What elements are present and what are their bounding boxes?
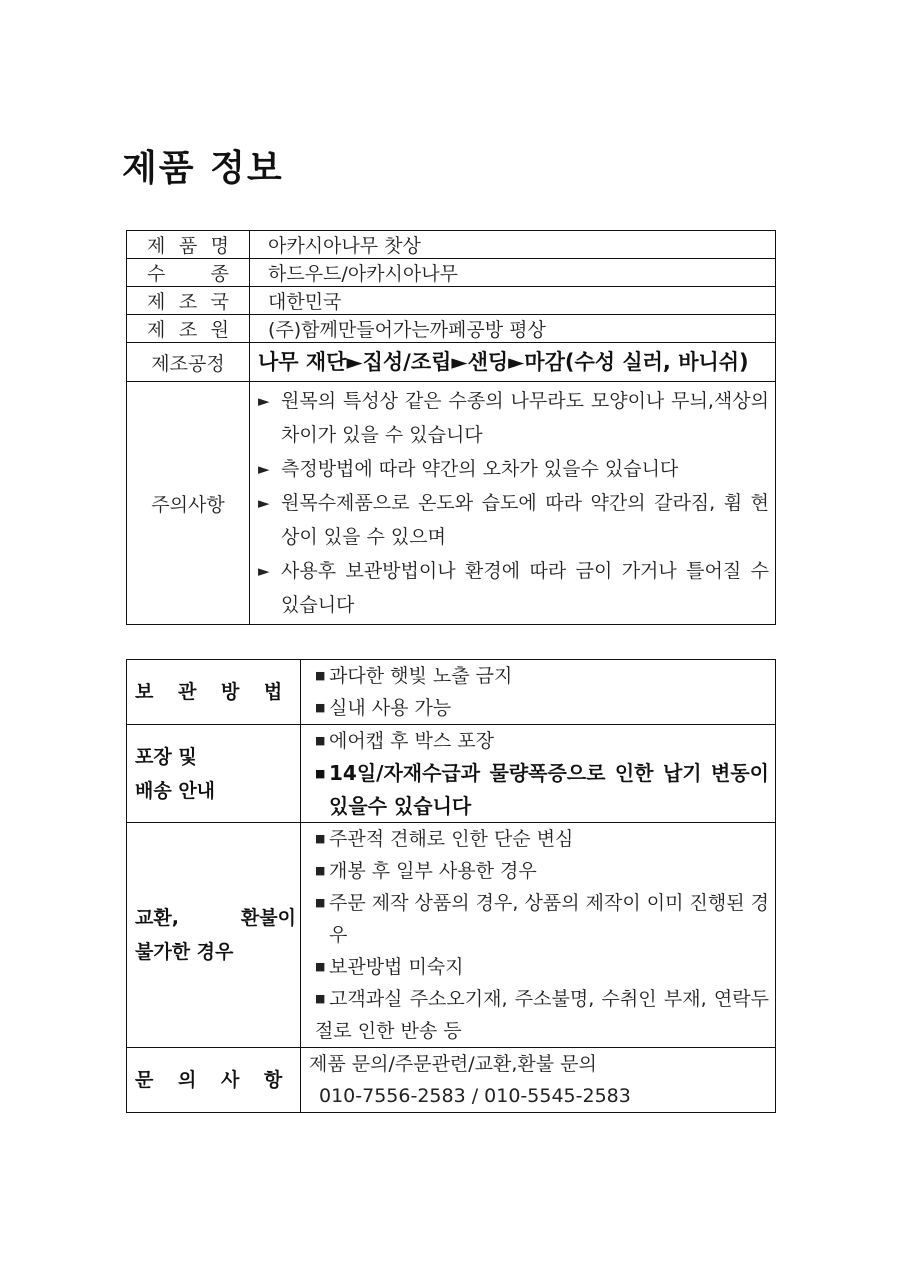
value-product-name: 아카시아나무 찻상 [250, 231, 776, 259]
label-char: 제 [147, 319, 166, 341]
row-product-name [127, 231, 776, 259]
label-char: 수 [147, 263, 166, 285]
label-text: 보 관 방 법 [135, 681, 292, 703]
value-process: 나무 재단►집성/조립►샌딩►마감(수성 실러, 바니쉬) [250, 343, 776, 382]
inquiry-content [301, 1048, 776, 1113]
label-inquiry [127, 1048, 301, 1113]
label-exchange [127, 823, 301, 1048]
row-storage [127, 660, 776, 725]
arrow-bullet-icon: ► [258, 392, 270, 410]
label-char: 조 [178, 319, 198, 341]
list-item [315, 951, 769, 983]
square-bullet-icon: ■ [315, 832, 326, 845]
item-text: 실내 사용 가능 [329, 697, 452, 719]
caution-item [258, 384, 769, 452]
row-caution [127, 382, 776, 625]
value-maker: (주)함께만들어가는까페공방 평상 [250, 315, 776, 343]
label-shipping [127, 725, 301, 823]
label-process: 제조공정 [127, 343, 250, 382]
value-species: 하드우드/아카시아나무 [250, 259, 776, 287]
item-text: 주문 제작 상품의 경우, 상품의 제작이 이미 진행된 경우 [329, 892, 769, 946]
label-product-name [127, 231, 250, 259]
list-item [315, 757, 769, 822]
label-line: 불가한 경우 [135, 941, 234, 963]
shipping-list [301, 725, 776, 823]
label-line: 교환, 환불이 [135, 907, 296, 929]
item-text: 과다한 햇빛 노출 금지 [329, 665, 513, 687]
square-bullet-icon: ■ [315, 864, 326, 877]
row-process [127, 343, 776, 382]
arrow-bullet-icon: ► [258, 494, 270, 512]
label-line: 배송 안내 [135, 779, 216, 802]
label-char: 명 [210, 235, 229, 257]
item-text: 개봉 후 일부 사용한 경우 [329, 860, 537, 882]
row-species [127, 259, 776, 287]
product-info-table [126, 230, 776, 625]
caution-text: 원목수제품으로 온도와 습도에 따라 약간의 갈라짐, 휨 현상이 있을 수 있으며 [281, 492, 769, 548]
item-text: 고객과실 주소오기재, 주소불명, 수취인 부재, 연락두절로 인한 반송 등 [315, 988, 769, 1042]
item-text: 주관적 견해로 인한 단순 변심 [329, 828, 574, 850]
list-item [315, 855, 769, 887]
caution-item [258, 486, 769, 554]
list-item [315, 823, 769, 855]
square-bullet-icon: ■ [315, 960, 326, 973]
row-exchange [127, 823, 776, 1048]
page-title: 제품 정보 [122, 148, 284, 189]
caution-text: 측정방법에 따라 약간의 오차가 있을수 있습니다 [281, 458, 679, 480]
item-text: 에어캡 후 박스 포장 [329, 730, 494, 752]
caution-item [258, 452, 769, 486]
label-line: 포장 및 [135, 745, 197, 768]
square-bullet-icon: ■ [315, 701, 326, 714]
list-item [315, 725, 769, 757]
label-char: 원 [210, 319, 229, 341]
list-item [315, 660, 769, 692]
label-char: 국 [210, 291, 229, 313]
caution-item [258, 554, 769, 622]
item-text: 14일/자재수급과 물량폭증으로 인한 납기 변동이 있을수 있습니다 [329, 761, 769, 818]
row-country [127, 287, 776, 315]
label-char: 제 [147, 235, 166, 257]
list-item [315, 983, 769, 1047]
label-char: 품 [178, 235, 198, 257]
caution-list [250, 382, 776, 625]
list-item [315, 692, 769, 724]
inquiry-phone: 010-7556-2583 / 010-5545-2583 [319, 1085, 631, 1107]
arrow-bullet-icon: ► [258, 562, 270, 580]
row-maker [127, 315, 776, 343]
label-maker [127, 315, 250, 343]
square-bullet-icon: ■ [315, 992, 326, 1005]
caution-text: 사용후 보관방법이나 환경에 따라 금이 가거나 틀어질 수 있습니다 [281, 560, 769, 616]
square-bullet-icon: ■ [315, 734, 326, 747]
list-item [315, 887, 769, 951]
label-text: 문 의 사 항 [135, 1069, 292, 1091]
arrow-bullet-icon: ► [258, 460, 270, 478]
square-bullet-icon: ■ [315, 669, 326, 682]
inquiry-text: 제품 문의/주문관련/교환,환불 문의 [309, 1053, 597, 1075]
value-country: 대한민국 [250, 287, 776, 315]
label-species [127, 259, 250, 287]
label-storage [127, 660, 301, 725]
row-inquiry [127, 1048, 776, 1113]
item-text: 보관방법 미숙지 [329, 956, 464, 978]
service-info-table [126, 659, 776, 1113]
label-caution: 주의사항 [127, 382, 250, 625]
caution-text: 원목의 특성상 같은 수종의 나무라도 모양이나 무늬,색상의 차이가 있을 수 있습니다 [281, 390, 769, 446]
row-shipping [127, 725, 776, 823]
label-char: 제 [147, 291, 166, 313]
storage-list [301, 660, 776, 725]
exchange-list [301, 823, 776, 1048]
square-bullet-icon: ■ [315, 767, 326, 780]
label-char: 조 [178, 291, 198, 313]
label-char: 종 [210, 263, 229, 285]
square-bullet-icon: ■ [315, 896, 326, 909]
label-country [127, 287, 250, 315]
